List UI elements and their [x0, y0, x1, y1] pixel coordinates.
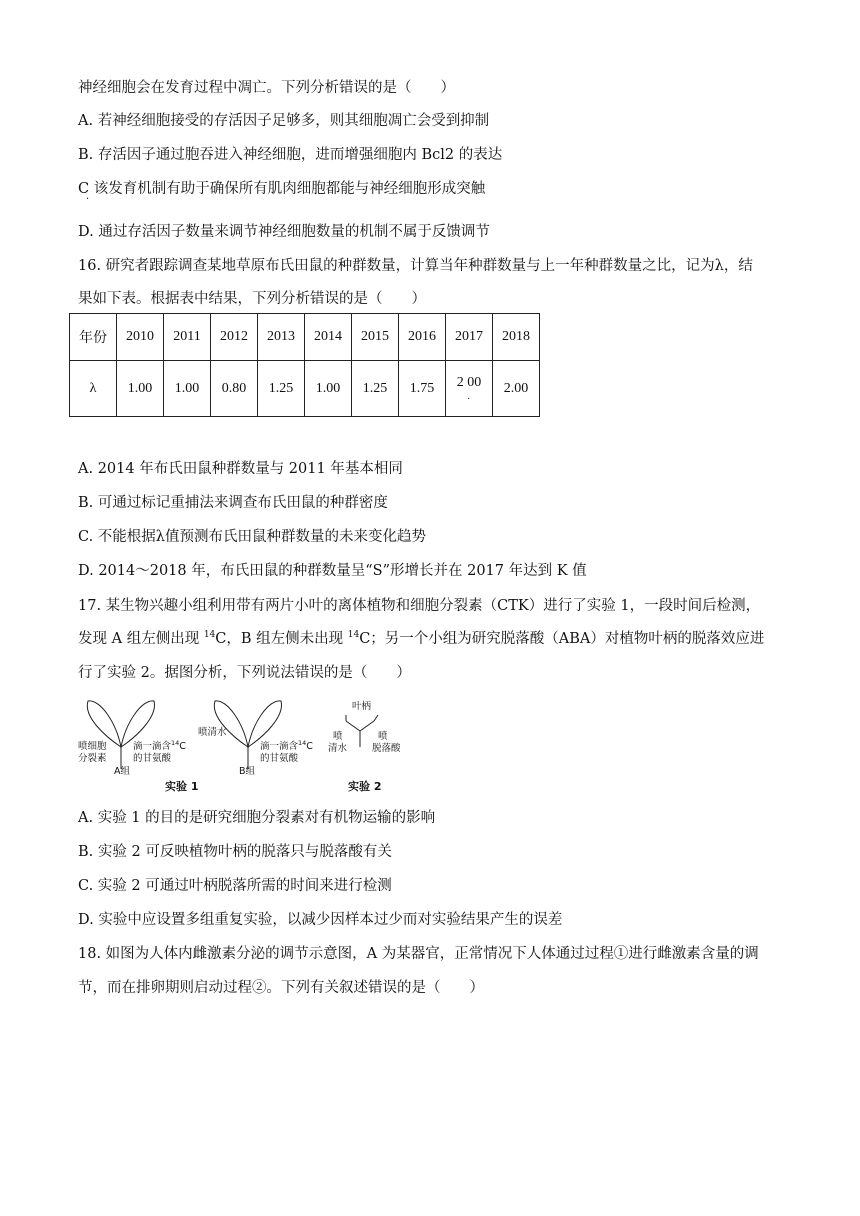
table-header-lambda: λ — [70, 361, 117, 417]
label-spray-ctk-2: 分裂素 — [78, 753, 107, 764]
q17-stem-line1: 17. 某生物兴趣小组利用带有两片小叶的离体植物和细胞分裂素（CTK）进行了实验 1，一段时间后检测， — [78, 598, 761, 614]
lambda-table — [69, 313, 540, 417]
table-cell-year: 2011 — [164, 314, 211, 361]
table-cell-lambda — [446, 361, 493, 417]
table-cell-year: 2014 — [305, 314, 352, 361]
label-aba: 脱落酸 — [372, 743, 401, 754]
table-cell-lambda: 0.80 — [211, 361, 258, 417]
lambda-2017-dot: · — [467, 394, 471, 405]
q15-option-c: C 该发育机制有助于确保所有肌肉细胞都能与神经细胞形成突触 — [78, 181, 486, 197]
q17-option-d: D. 实验中应设置多组重复实验，以减少因样本过少而对实验结果产生的误差 — [78, 912, 563, 928]
q17-stem-line3: 行了实验 2。据图分析，下列说法错误的是（ ） — [78, 665, 411, 681]
q16-option-d: D. 2014～2018 年，布氏田鼠的种群数量呈“S”形增长并在 2017 年达到 K 值 — [78, 563, 587, 579]
q17-option-c: C. 实验 2 可通过叶柄脱落所需的时间来进行检测 — [78, 878, 392, 894]
q17-option-a: A. 实验 1 的目的是研究细胞分裂素对有机物运输的影响 — [78, 810, 436, 826]
q16-option-c: C. 不能根据λ值预测布氏田鼠种群数量的未来变化趋势 — [78, 529, 426, 545]
table-header-year: 年份 — [70, 314, 117, 361]
q18-stem-line2: 节，而在排卵期则启动过程②。下列有关叙述错误的是（ ） — [78, 980, 484, 996]
label-spray-2: 喷 — [378, 731, 388, 742]
q15-option-a: A. 若神经细胞接受的存活因子足够多，则其细胞凋亡会受到抑制 — [78, 113, 490, 129]
experiment-1-caption: 实验 1 — [165, 780, 199, 793]
table-cell-year: 2015 — [352, 314, 399, 361]
q16-stem-line2: 果如下表。根据表中结果，下列分析错误的是（ ） — [78, 291, 426, 307]
q18-stem-line1: 18. 如图为人体内雌激素分泌的调节示意图，A 为某器官，正常情况下人体通过过程①进行雌激素含量的调 — [78, 946, 759, 962]
group-a-label: A组 — [114, 766, 130, 777]
table-cell-year: 2012 — [211, 314, 258, 361]
experiment-figure — [78, 697, 418, 797]
label-glycine-a: 的甘氨酸 — [133, 753, 172, 764]
q15-option-b: B. 存活因子通过胞吞进入神经细胞，进而增强细胞内 Bcl2 的表达 — [78, 147, 503, 163]
label-petiole: 叶柄 — [352, 701, 372, 712]
q15-stem-end: 神经细胞会在发育过程中凋亡。下列分析错误的是（ ） — [78, 80, 455, 96]
experiment-2-caption: 实验 2 — [348, 780, 382, 793]
label-drop-14c-a: 滴一滴含$^{14}$C — [133, 739, 186, 752]
q17-stem-line2 — [78, 629, 764, 649]
q15-option-d: D. 通过存活因子数量来调节神经细胞数量的机制不属于反馈调节 — [78, 224, 490, 240]
label-spray-ctk-1: 喷细胞 — [78, 741, 107, 752]
table-cell-year: 2010 — [117, 314, 164, 361]
group-b-label: B组 — [239, 766, 256, 777]
label-spray-1: 喷 — [333, 731, 343, 742]
label-spray-water-b: 喷清水 — [198, 727, 227, 738]
q17-stem-line2-part-b: C，B 组左侧未出现 — [215, 631, 348, 647]
isotope-superscript: 14 — [347, 630, 360, 641]
table-cell-lambda: 1.00 — [164, 361, 211, 417]
label-water-2: 清水 — [328, 743, 348, 754]
table-cell-lambda: 1.25 — [352, 361, 399, 417]
q16-option-a: A. 2014 年布氏田鼠种群数量与 2011 年基本相同 — [78, 461, 403, 477]
table-cell-year: 2013 — [258, 314, 305, 361]
label-drop-14c-b: 滴一滴含$^{14}$C — [260, 739, 313, 752]
lambda-2017-value: 2 00 — [456, 374, 482, 390]
q16-option-b: B. 可通过标记重捕法来调查布氏田鼠的种群密度 — [78, 495, 388, 511]
q17-stem-line2-part-a: 发现 A 组左侧出现 — [78, 631, 204, 647]
table-cell-year: 2016 — [399, 314, 446, 361]
table-cell-year: 2018 — [493, 314, 540, 361]
table-cell-lambda: 1.00 — [305, 361, 352, 417]
q17-option-b: B. 实验 2 可反映植物叶柄的脱落只与脱落酸有关 — [78, 844, 392, 860]
table-cell-lambda: 1.00 — [117, 361, 164, 417]
q16-stem-line1: 16. 研究者跟踪调查某地草原布氏田鼠的种群数量，计算当年种群数量与上一年种群数量之比，记为λ，结 — [78, 258, 753, 274]
label-glycine-b: 的甘氨酸 — [260, 753, 299, 764]
table-cell-lambda: 2.00 — [493, 361, 540, 417]
table-cell-lambda: 1.25 — [258, 361, 305, 417]
table-cell-year: 2017 — [446, 314, 493, 361]
q17-stem-line2-part-c: C；另一个小组为研究脱落酸（ABA）对植物叶柄的脱落效应进 — [359, 631, 765, 647]
table-cell-lambda: 1.75 — [399, 361, 446, 417]
c-dot-mark: · — [86, 194, 90, 205]
isotope-superscript: 14 — [203, 630, 216, 641]
